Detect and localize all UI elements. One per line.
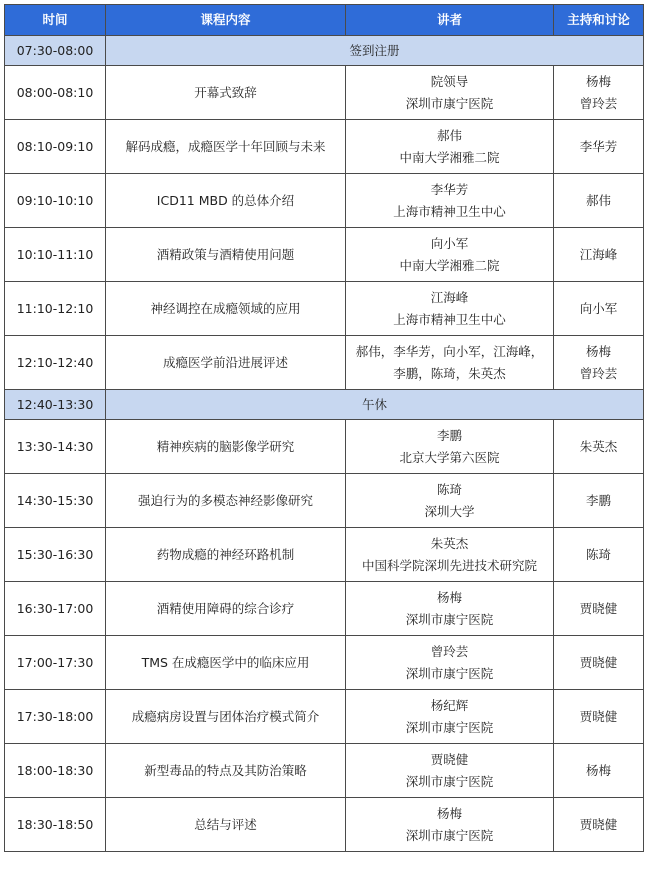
host-cell	[554, 228, 644, 282]
table-row	[5, 336, 644, 390]
table-row	[5, 636, 644, 690]
speaker-affiliation: 李鹏，陈琦，朱英杰	[393, 365, 506, 381]
host-cell	[554, 744, 644, 798]
speaker-affiliation: 深圳市康宁医院	[405, 773, 494, 789]
header-speaker: 讲者	[346, 5, 554, 36]
host-name: 郝伟	[585, 192, 611, 208]
speaker-cell	[346, 120, 554, 174]
speaker-name: 李鹏	[436, 427, 462, 443]
time-cell: 17:30-18:00	[5, 690, 106, 744]
break-label: 午休	[106, 390, 644, 420]
break-row	[5, 390, 644, 420]
host-cell	[554, 636, 644, 690]
host-cell	[554, 582, 644, 636]
time-cell: 18:00-18:30	[5, 744, 106, 798]
speaker-affiliation: 中南大学湘雅二院	[399, 149, 500, 165]
host-name: 贾晓健	[579, 654, 618, 670]
host-cell	[554, 336, 644, 390]
speaker-cell	[346, 336, 554, 390]
speaker-cell	[346, 690, 554, 744]
course-cell: 酒精使用障碍的综合诊疗	[106, 582, 346, 636]
course-cell: 新型毒品的特点及其防治策略	[106, 744, 346, 798]
speaker-affiliation: 上海市精神卫生中心	[393, 311, 506, 327]
host-name: 杨梅	[585, 762, 611, 778]
speaker-affiliation: 深圳市康宁医院	[405, 611, 494, 627]
host-name: 曾玲芸	[579, 95, 618, 111]
time-cell: 13:30-14:30	[5, 420, 106, 474]
speaker-cell	[346, 420, 554, 474]
speaker-name: 杨梅	[436, 589, 462, 605]
table-row	[5, 66, 644, 120]
time-cell: 08:00-08:10	[5, 66, 106, 120]
table-row	[5, 690, 644, 744]
host-cell	[554, 120, 644, 174]
time-cell: 18:30-18:50	[5, 798, 106, 852]
host-name: 曾玲芸	[579, 365, 618, 381]
header-time: 时间	[5, 5, 106, 36]
time-cell: 07:30-08:00	[5, 36, 106, 66]
course-cell: TMS 在成瘾医学中的临床应用	[106, 636, 346, 690]
table-row	[5, 174, 644, 228]
host-cell	[554, 528, 644, 582]
course-cell: 精神疾病的脑影像学研究	[106, 420, 346, 474]
time-cell: 10:10-11:10	[5, 228, 106, 282]
speaker-name: 杨梅	[436, 805, 462, 821]
course-cell: ICD11 MBD 的总体介绍	[106, 174, 346, 228]
speaker-cell	[346, 174, 554, 228]
speaker-name: 李华芳	[430, 181, 469, 197]
speaker-name: 朱英杰	[430, 535, 469, 551]
speaker-name: 向小军	[430, 235, 469, 251]
speaker-cell	[346, 282, 554, 336]
time-cell: 17:00-17:30	[5, 636, 106, 690]
speaker-name: 陈琦	[436, 481, 462, 497]
speaker-cell	[346, 636, 554, 690]
course-cell: 开幕式致辞	[106, 66, 346, 120]
speaker-cell	[346, 744, 554, 798]
speaker-name: 贾晓健	[430, 751, 469, 767]
table-row	[5, 282, 644, 336]
speaker-cell	[346, 66, 554, 120]
host-cell	[554, 690, 644, 744]
course-cell: 成瘾医学前沿进展评述	[106, 336, 346, 390]
speaker-name: 郝伟，李华芳，向小军，江海峰，	[355, 343, 544, 359]
host-name: 李鹏	[585, 492, 611, 508]
time-cell: 09:10-10:10	[5, 174, 106, 228]
header-course: 课程内容	[106, 5, 346, 36]
host-cell	[554, 798, 644, 852]
header-row	[5, 5, 644, 36]
course-cell: 强迫行为的多模态神经影像研究	[106, 474, 346, 528]
course-cell: 总结与评述	[106, 798, 346, 852]
host-name: 贾晓健	[579, 708, 618, 724]
time-cell: 14:30-15:30	[5, 474, 106, 528]
time-cell: 15:30-16:30	[5, 528, 106, 582]
host-name: 杨梅	[585, 73, 611, 89]
time-cell: 12:40-13:30	[5, 390, 106, 420]
speaker-affiliation: 深圳市康宁医院	[405, 827, 494, 843]
course-cell: 药物成瘾的神经环路机制	[106, 528, 346, 582]
speaker-affiliation: 北京大学第六医院	[399, 449, 500, 465]
host-name: 向小军	[579, 300, 618, 316]
host-name: 杨梅	[585, 343, 611, 359]
schedule-body	[5, 36, 644, 852]
speaker-cell	[346, 474, 554, 528]
host-cell	[554, 474, 644, 528]
speaker-cell	[346, 528, 554, 582]
speaker-affiliation: 深圳市康宁医院	[405, 95, 494, 111]
speaker-name: 江海峰	[430, 289, 469, 305]
speaker-affiliation: 中国科学院深圳先进技术研究院	[361, 557, 537, 573]
table-row	[5, 474, 644, 528]
speaker-name: 郝伟	[436, 127, 462, 143]
host-cell	[554, 66, 644, 120]
course-cell: 成瘾病房设置与团体治疗模式简介	[106, 690, 346, 744]
speaker-cell	[346, 228, 554, 282]
time-cell: 11:10-12:10	[5, 282, 106, 336]
host-cell	[554, 174, 644, 228]
host-cell	[554, 420, 644, 474]
speaker-affiliation: 上海市精神卫生中心	[393, 203, 506, 219]
speaker-cell	[346, 798, 554, 852]
break-label: 签到注册	[106, 36, 644, 66]
course-cell: 酒精政策与酒精使用问题	[106, 228, 346, 282]
host-name: 贾晓健	[579, 600, 618, 616]
speaker-name: 院领导	[430, 73, 469, 89]
table-row	[5, 582, 644, 636]
speaker-affiliation: 深圳市康宁医院	[405, 719, 494, 735]
time-cell: 16:30-17:00	[5, 582, 106, 636]
header-host: 主持和讨论	[554, 5, 644, 36]
speaker-name: 曾玲芸	[430, 643, 469, 659]
time-cell: 08:10-09:10	[5, 120, 106, 174]
time-cell: 12:10-12:40	[5, 336, 106, 390]
table-row	[5, 798, 644, 852]
host-name: 贾晓健	[579, 816, 618, 832]
host-cell	[554, 282, 644, 336]
host-name: 李华芳	[579, 138, 618, 154]
host-name: 陈琦	[585, 546, 611, 562]
table-row	[5, 528, 644, 582]
host-name: 朱英杰	[579, 438, 618, 454]
speaker-affiliation: 中南大学湘雅二院	[399, 257, 500, 273]
speaker-name: 杨纪辉	[430, 697, 469, 713]
table-row	[5, 744, 644, 798]
speaker-cell	[346, 582, 554, 636]
table-row	[5, 228, 644, 282]
host-name: 江海峰	[579, 246, 618, 262]
schedule-table	[4, 4, 644, 852]
speaker-affiliation: 深圳市康宁医院	[405, 665, 494, 681]
course-cell: 解码成瘾，成瘾医学十年回顾与未来	[106, 120, 346, 174]
table-row	[5, 420, 644, 474]
speaker-affiliation: 深圳大学	[424, 503, 475, 519]
break-row	[5, 36, 644, 66]
table-row	[5, 120, 644, 174]
course-cell: 神经调控在成瘾领域的应用	[106, 282, 346, 336]
